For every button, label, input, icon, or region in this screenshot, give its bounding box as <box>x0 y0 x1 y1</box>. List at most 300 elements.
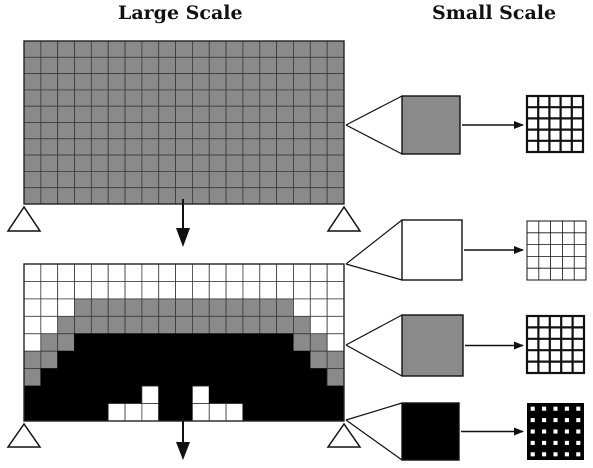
design-cell <box>58 188 75 204</box>
micro-hole <box>553 407 557 411</box>
design-cell <box>293 299 310 316</box>
design-cell <box>108 155 125 171</box>
design-cell <box>125 369 142 386</box>
design-cell <box>293 386 310 403</box>
design-cell <box>260 74 277 90</box>
design-cell <box>108 334 125 351</box>
micro-hole <box>553 429 557 433</box>
zoom-callout-1 <box>346 96 402 154</box>
micro-hole <box>531 452 535 456</box>
design-cell <box>192 369 209 386</box>
micro-hole <box>576 429 580 433</box>
design-cell <box>58 123 75 139</box>
design-cell <box>226 188 243 204</box>
design-cell <box>176 90 193 106</box>
design-cell <box>176 74 193 90</box>
macro-cell-1 <box>402 96 460 154</box>
design-cell <box>293 316 310 333</box>
design-cell <box>58 155 75 171</box>
design-cell <box>310 171 327 187</box>
design-cell <box>142 264 159 281</box>
design-cell <box>327 188 344 204</box>
micro-hole <box>531 441 535 445</box>
design-cell <box>108 106 125 122</box>
design-cell <box>260 334 277 351</box>
design-cell <box>41 139 58 155</box>
design-cell <box>125 351 142 368</box>
microstructure-cells <box>527 96 586 460</box>
design-cell <box>327 171 344 187</box>
design-cell <box>192 281 209 298</box>
design-cell <box>209 74 226 90</box>
design-cell <box>91 139 108 155</box>
design-cell <box>159 90 176 106</box>
micro-hole <box>553 418 557 422</box>
design-cell <box>226 264 243 281</box>
design-cell <box>41 41 58 57</box>
design-cell <box>310 139 327 155</box>
design-cell <box>41 171 58 187</box>
design-cell <box>41 188 58 204</box>
design-cell <box>243 281 260 298</box>
design-cell <box>243 74 260 90</box>
design-cell <box>293 139 310 155</box>
design-cell <box>159 123 176 139</box>
design-cell <box>192 106 209 122</box>
design-cell <box>260 299 277 316</box>
design-cell <box>260 123 277 139</box>
design-cell <box>293 281 310 298</box>
design-cell <box>75 386 92 403</box>
design-cell <box>176 57 193 73</box>
design-cell <box>91 351 108 368</box>
design-cell <box>91 299 108 316</box>
macro-cell-2 <box>402 220 462 280</box>
design-cell <box>277 123 294 139</box>
design-cell <box>142 155 159 171</box>
design-cell <box>125 106 142 122</box>
design-cell <box>209 264 226 281</box>
design-cell <box>91 171 108 187</box>
design-cell <box>260 386 277 403</box>
design-cell <box>142 106 159 122</box>
design-cell <box>91 316 108 333</box>
design-cell <box>58 316 75 333</box>
design-cell <box>159 316 176 333</box>
design-cell <box>58 264 75 281</box>
design-cell <box>75 334 92 351</box>
micro-hole <box>565 418 569 422</box>
design-cell <box>75 90 92 106</box>
micro-hole <box>542 407 546 411</box>
design-cell <box>176 351 193 368</box>
design-cell <box>58 57 75 73</box>
design-cell <box>260 351 277 368</box>
design-cell <box>125 41 142 57</box>
design-cell <box>125 316 142 333</box>
design-cell <box>142 90 159 106</box>
small-scale-heading: Small Scale <box>432 2 557 24</box>
design-cell <box>176 171 193 187</box>
design-cell <box>159 74 176 90</box>
design-cell <box>125 155 142 171</box>
design-cell <box>226 90 243 106</box>
design-cell <box>24 386 41 403</box>
micro-hole <box>542 441 546 445</box>
design-cell <box>142 188 159 204</box>
design-cell <box>277 299 294 316</box>
large-scale-heading: Large Scale <box>118 2 243 24</box>
design-cell <box>91 404 108 421</box>
micro-frame <box>527 221 586 280</box>
bottom-left-support-icon <box>8 424 40 447</box>
design-cell <box>176 369 193 386</box>
design-cell <box>24 264 41 281</box>
design-cell <box>75 139 92 155</box>
design-cell <box>260 90 277 106</box>
design-cell <box>142 404 159 421</box>
design-cell <box>293 404 310 421</box>
design-cell <box>310 351 327 368</box>
design-cell <box>24 41 41 57</box>
design-cell <box>108 57 125 73</box>
design-cell <box>108 369 125 386</box>
design-cell <box>260 57 277 73</box>
micro-hole <box>565 407 569 411</box>
design-cell <box>293 334 310 351</box>
design-cell <box>58 334 75 351</box>
design-cell <box>24 74 41 90</box>
design-cell <box>75 281 92 298</box>
design-cell <box>277 334 294 351</box>
micro-hole <box>542 429 546 433</box>
design-cell <box>192 57 209 73</box>
design-cell <box>108 139 125 155</box>
micro-hole <box>531 429 535 433</box>
design-cell <box>243 369 260 386</box>
design-cell <box>41 386 58 403</box>
design-cell <box>243 299 260 316</box>
design-cell <box>75 188 92 204</box>
design-cell <box>192 299 209 316</box>
design-cell <box>226 155 243 171</box>
design-cell <box>75 155 92 171</box>
design-cell <box>310 264 327 281</box>
design-cell <box>159 369 176 386</box>
design-cell <box>209 386 226 403</box>
design-cell <box>226 404 243 421</box>
design-cell <box>58 369 75 386</box>
design-cell <box>24 57 41 73</box>
design-cell <box>125 299 142 316</box>
design-cell <box>277 316 294 333</box>
design-cell <box>209 281 226 298</box>
design-cell <box>24 171 41 187</box>
micro-hole <box>542 418 546 422</box>
design-cell <box>310 106 327 122</box>
design-cell <box>159 351 176 368</box>
design-cell <box>58 351 75 368</box>
design-cell <box>142 123 159 139</box>
design-cell <box>159 386 176 403</box>
design-cell <box>277 281 294 298</box>
design-cell <box>91 155 108 171</box>
design-cell <box>243 404 260 421</box>
bottom-right-support-icon <box>328 424 360 447</box>
design-cell <box>327 57 344 73</box>
design-cell <box>41 106 58 122</box>
design-cell <box>310 188 327 204</box>
design-cell <box>91 188 108 204</box>
design-cell <box>159 106 176 122</box>
design-cell <box>260 155 277 171</box>
design-cell <box>75 57 92 73</box>
design-cell <box>75 123 92 139</box>
micro-frame <box>527 96 583 152</box>
micro-hole <box>565 452 569 456</box>
design-cell <box>176 316 193 333</box>
micro-hole <box>576 407 580 411</box>
design-cell <box>125 334 142 351</box>
design-cell <box>75 106 92 122</box>
design-cell <box>260 188 277 204</box>
design-cell <box>41 155 58 171</box>
design-cell <box>142 351 159 368</box>
design-cell <box>58 90 75 106</box>
design-cell <box>41 74 58 90</box>
design-cell <box>142 57 159 73</box>
design-cell <box>24 316 41 333</box>
design-cell <box>125 171 142 187</box>
design-cell <box>310 299 327 316</box>
design-cell <box>260 139 277 155</box>
design-cell <box>226 351 243 368</box>
design-cell <box>310 74 327 90</box>
design-cell <box>159 41 176 57</box>
design-cell <box>260 171 277 187</box>
design-cell <box>310 281 327 298</box>
design-cell <box>209 57 226 73</box>
design-cell <box>176 299 193 316</box>
design-cell <box>209 106 226 122</box>
design-cell <box>209 369 226 386</box>
design-cell <box>24 369 41 386</box>
design-cell <box>142 316 159 333</box>
design-cell <box>159 281 176 298</box>
design-cell <box>91 123 108 139</box>
design-cell <box>293 155 310 171</box>
design-cell <box>75 404 92 421</box>
design-cell <box>192 139 209 155</box>
design-cell <box>159 139 176 155</box>
design-cell <box>41 334 58 351</box>
design-cell <box>277 90 294 106</box>
design-cell <box>226 334 243 351</box>
design-cell <box>159 188 176 204</box>
design-cell <box>293 369 310 386</box>
microstructure-2 <box>527 221 586 280</box>
design-cell <box>108 281 125 298</box>
bottom-design-domain <box>24 264 344 421</box>
design-cell <box>327 404 344 421</box>
design-cell <box>159 57 176 73</box>
design-cell <box>226 106 243 122</box>
design-cell <box>310 90 327 106</box>
microstructure-3 <box>527 316 584 373</box>
design-cell <box>142 281 159 298</box>
design-cell <box>260 106 277 122</box>
design-cell <box>243 334 260 351</box>
design-cell <box>58 74 75 90</box>
design-cell <box>327 139 344 155</box>
design-cell <box>91 90 108 106</box>
design-cell <box>209 299 226 316</box>
design-cell <box>24 334 41 351</box>
design-cell <box>159 299 176 316</box>
design-cell <box>327 316 344 333</box>
design-cell <box>243 106 260 122</box>
design-cell <box>293 264 310 281</box>
microstructure-4 <box>527 403 584 460</box>
design-cell <box>277 351 294 368</box>
design-cell <box>58 171 75 187</box>
design-cell <box>58 139 75 155</box>
design-cell <box>243 351 260 368</box>
design-cell <box>243 123 260 139</box>
design-cell <box>310 316 327 333</box>
design-cell <box>159 404 176 421</box>
micro-hole <box>576 452 580 456</box>
micro-hole <box>531 418 535 422</box>
design-cell <box>108 74 125 90</box>
design-cell <box>243 57 260 73</box>
design-cell <box>293 188 310 204</box>
design-cell <box>108 90 125 106</box>
design-cell <box>192 41 209 57</box>
macro-cell-3 <box>402 315 463 376</box>
design-cell <box>108 188 125 204</box>
design-cell <box>226 123 243 139</box>
design-cell <box>108 171 125 187</box>
design-cell <box>327 264 344 281</box>
design-cell <box>277 41 294 57</box>
design-cell <box>243 41 260 57</box>
design-cell <box>176 386 193 403</box>
design-cell <box>75 41 92 57</box>
design-cell <box>108 299 125 316</box>
design-cell <box>226 299 243 316</box>
design-cell <box>277 171 294 187</box>
design-cell <box>192 351 209 368</box>
design-cell <box>125 139 142 155</box>
design-cell <box>192 404 209 421</box>
design-cell <box>91 106 108 122</box>
design-cell <box>142 369 159 386</box>
design-cell <box>75 351 92 368</box>
design-cell <box>327 155 344 171</box>
design-cell <box>58 106 75 122</box>
design-cell <box>260 41 277 57</box>
design-cell <box>142 334 159 351</box>
design-cell <box>192 316 209 333</box>
design-cell <box>91 264 108 281</box>
bottom-load-arrowhead-icon <box>176 442 190 460</box>
design-cell <box>260 369 277 386</box>
design-cell <box>58 41 75 57</box>
design-cell <box>108 316 125 333</box>
design-cell <box>142 74 159 90</box>
design-cell <box>226 74 243 90</box>
design-cell <box>293 41 310 57</box>
design-cell <box>142 41 159 57</box>
design-cell <box>125 188 142 204</box>
design-cell <box>108 41 125 57</box>
design-cell <box>75 316 92 333</box>
design-cell <box>209 351 226 368</box>
design-cell <box>277 386 294 403</box>
design-cell <box>277 74 294 90</box>
design-cell <box>209 41 226 57</box>
micro-hole <box>576 418 580 422</box>
design-cell <box>310 404 327 421</box>
design-cell <box>58 404 75 421</box>
design-cell <box>243 171 260 187</box>
design-cell <box>24 299 41 316</box>
design-cell <box>327 123 344 139</box>
design-cell <box>91 74 108 90</box>
design-cell <box>310 369 327 386</box>
micro-hole <box>531 407 535 411</box>
design-cell <box>41 351 58 368</box>
design-cell <box>260 316 277 333</box>
micro-hole <box>553 441 557 445</box>
design-cell <box>209 188 226 204</box>
top-load-arrowhead-icon <box>176 228 190 247</box>
design-cell <box>108 386 125 403</box>
design-cell <box>243 139 260 155</box>
design-cell <box>310 334 327 351</box>
design-cell <box>293 90 310 106</box>
design-cell <box>125 281 142 298</box>
design-cell <box>125 74 142 90</box>
design-cell <box>260 264 277 281</box>
design-cell <box>192 264 209 281</box>
macro-cells <box>402 96 463 460</box>
design-cell <box>41 369 58 386</box>
design-cell <box>24 281 41 298</box>
micro-hole <box>565 429 569 433</box>
design-cell <box>159 334 176 351</box>
design-cell <box>176 139 193 155</box>
design-cell <box>209 90 226 106</box>
design-cell <box>142 299 159 316</box>
design-cell <box>260 404 277 421</box>
design-cell <box>41 299 58 316</box>
design-cell <box>108 123 125 139</box>
design-cell <box>75 264 92 281</box>
design-cell <box>243 188 260 204</box>
design-cell <box>293 123 310 139</box>
design-cell <box>24 351 41 368</box>
design-cell <box>41 316 58 333</box>
design-cell <box>108 264 125 281</box>
design-cell <box>192 386 209 403</box>
design-cell <box>75 369 92 386</box>
micro-hole <box>553 452 557 456</box>
design-cell <box>108 404 125 421</box>
design-cell <box>192 155 209 171</box>
design-cell <box>41 123 58 139</box>
